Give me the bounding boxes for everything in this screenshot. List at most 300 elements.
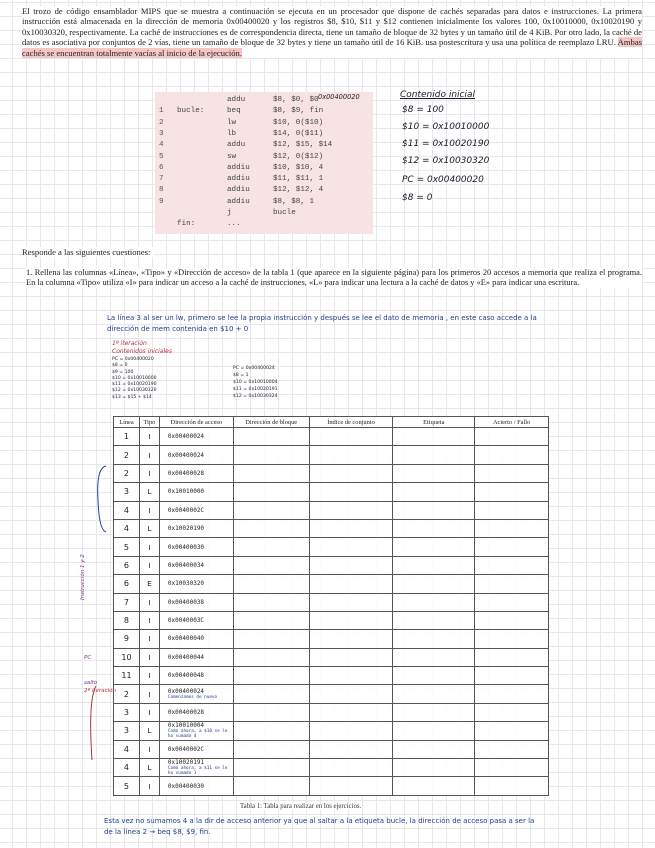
table-row (114, 538, 549, 556)
cell-linea-value: 1 (123, 432, 130, 442)
code-ins: addu (227, 96, 246, 104)
scratch-left-0: PC = 0x00400020 (112, 357, 154, 362)
code-line (155, 186, 373, 196)
cell-dir-acceso-value: 0x10010000 (167, 488, 205, 496)
cell-tipo-value: I (148, 671, 151, 681)
cell-linea (114, 630, 140, 648)
cell-acierto (475, 648, 549, 666)
table-row (114, 575, 549, 593)
cell-dir-bloque (233, 538, 309, 556)
cell-linea (114, 593, 140, 611)
cell-dir-acceso (159, 428, 233, 446)
cell-note: Como ahora, a $11 se le ha sumado 1 (167, 766, 228, 777)
cell-linea-value: 6 (123, 560, 130, 570)
scratch-left (112, 357, 157, 401)
cell-tipo (139, 740, 159, 758)
cell-linea-value: 7 (123, 597, 130, 607)
code-num: 7 (159, 175, 164, 184)
cell-tipo-value: I (148, 616, 151, 626)
initial-s8: $8 = 0 (402, 193, 433, 203)
cell-dir-acceso-value: 0x00400038 (167, 598, 205, 606)
scratch-left-5: $12 = 0x10030320 (112, 388, 157, 394)
code-ins: addiu (227, 197, 250, 206)
cell-dir-acceso (159, 630, 233, 648)
cell-tipo (139, 556, 159, 574)
cell-etiqueta (393, 667, 475, 685)
cell-etiqueta (393, 519, 475, 537)
cell-tipo (139, 501, 159, 519)
cell-tipo (139, 648, 159, 666)
cell-dir-acceso (159, 538, 233, 556)
scratch-left-2: $9 = 100 (112, 369, 134, 375)
cell-dir-acceso (159, 446, 233, 464)
cell-tipo-value: E (147, 579, 152, 589)
cell-dir-acceso-value: 0x00400030 (167, 782, 205, 790)
cell-dir-acceso-value: 0x00400028 (167, 709, 205, 717)
code-num: 8 (159, 186, 164, 195)
header-tipo: Tipo (139, 417, 159, 428)
cell-etiqueta (393, 446, 475, 464)
cell-tipo (139, 519, 159, 537)
code-ops: bucle (273, 209, 296, 217)
scratch-right (233, 365, 278, 400)
cell-tipo (139, 703, 159, 721)
table-row (114, 519, 549, 537)
scratch-right-3: $11 = 0x10020191 (233, 387, 278, 392)
table-row (114, 464, 549, 482)
cell-dir-acceso (159, 667, 233, 685)
cell-dir-acceso-value: 0x00400024 (167, 688, 205, 696)
cell-dir-acceso-value: 0x10030320 (167, 580, 205, 588)
intro-paragraph (22, 6, 642, 58)
cell-etiqueta (393, 648, 475, 666)
cell-etiqueta (393, 575, 475, 593)
cell-linea-value: 4 (123, 524, 130, 534)
cell-linea (114, 501, 140, 519)
cell-tipo-value: I (148, 597, 151, 607)
cell-tipo (139, 685, 159, 703)
cell-indice (309, 556, 393, 574)
cell-tipo-value: I (148, 542, 151, 552)
code-num: 2 (159, 118, 164, 127)
code-ops: $8, $0, $0 (273, 96, 319, 104)
cell-dir-acceso-value: 0x10020190 (167, 525, 205, 533)
table-row (114, 759, 549, 777)
cell-etiqueta (393, 538, 475, 556)
cell-dir-acceso-value: 0x00400024 (167, 451, 205, 459)
code-num: 1 (159, 107, 164, 116)
cell-dir-bloque (233, 428, 309, 446)
cell-dir-acceso-value: 0x0040002C (167, 506, 205, 514)
code-ops: $10, 0($10) (273, 118, 324, 127)
blue-note-bottom: Esta vez no sumamos 4 a la dir de acceso anterior ya que al saltar a la etiqueta bucle, la dirección de acceso pasa a ser la de la línea 2 → beq $8, $9, fin. (104, 817, 535, 836)
cell-tipo-value: I (148, 505, 151, 515)
cell-indice (309, 759, 393, 777)
cell-acierto (475, 575, 549, 593)
cell-linea (114, 483, 140, 501)
table-row (114, 740, 549, 758)
table-row (114, 722, 549, 740)
cell-tipo (139, 722, 159, 740)
cell-dir-bloque (233, 722, 309, 740)
intro-text: El trozo de código ensamblador MIPS que se muestra a continuación se ejecuta en un procesador que dispone de cachés separadas para datos e instrucciones. La primera instrucción está almacenada en la dirección de memoria 0x00400020 y los registros $8, $10, $11 y $12 contienen inicialmente los valores 100, 0x10010000, 0x10020190 y 0x10030320, respectivamente. La caché de instrucciones es de correspondencia directa, tiene un tamaño de bloque de 32 bytes y un tamaño útil de 4 KiB. Por otro lado, la caché de datos es asociativa por conjuntos de 2 vías, tiene un tamaño de bloque de 32 bytes y tiene un tamaño útil de 16 KiB. usa postescritura y usa una política de reemplazo LRU. (22, 6, 642, 48)
cell-indice (309, 703, 393, 721)
code-ops: $11, $11, 1 (273, 175, 324, 184)
side-note-pc: PC (84, 655, 92, 661)
cell-dir-acceso (159, 519, 233, 537)
cell-indice (309, 722, 393, 740)
table-row (114, 483, 549, 501)
initial-pc: PC = 0x00400020 (402, 175, 484, 185)
code-num: 3 (159, 129, 164, 138)
cell-acierto (475, 759, 549, 777)
cell-tipo (139, 759, 159, 777)
code-num: 5 (159, 152, 164, 161)
cell-tipo-value: L (147, 487, 152, 497)
cell-etiqueta (393, 428, 475, 446)
cell-dir-acceso-value: 0x00400040 (167, 635, 205, 643)
header-acierto: Acierto / Fallo (475, 417, 549, 428)
cell-tipo-value: I (148, 634, 151, 644)
cell-acierto (475, 446, 549, 464)
cell-linea-value: 4 (123, 744, 130, 754)
cell-acierto (475, 464, 549, 482)
table-row (114, 556, 549, 574)
header-indice: Índice de conjunto (309, 417, 393, 428)
cell-etiqueta (393, 630, 475, 648)
bracket-red (91, 686, 96, 760)
cell-linea-value: 2 (123, 450, 130, 460)
cell-tipo-value: I (148, 432, 151, 442)
cell-linea (114, 777, 140, 795)
cell-linea-value: 6 (123, 579, 130, 589)
cell-tipo (139, 464, 159, 482)
cell-etiqueta (393, 483, 475, 501)
cell-etiqueta (393, 759, 475, 777)
cell-indice (309, 519, 393, 537)
cell-acierto (475, 703, 549, 721)
cell-linea (114, 464, 140, 482)
code-ops: $8, $9, fin (273, 107, 324, 116)
cell-linea-value: 4 (123, 763, 130, 773)
cell-dir-acceso (159, 575, 233, 593)
cell-dir-acceso (159, 464, 233, 482)
cell-etiqueta (393, 464, 475, 482)
cell-dir-bloque (233, 611, 309, 629)
cell-dir-bloque (233, 519, 309, 537)
cell-linea-value: 5 (123, 781, 130, 791)
cell-indice (309, 428, 393, 446)
cell-dir-bloque (233, 777, 309, 795)
cell-linea-value: 10 (121, 652, 132, 662)
scratch-red-1: 1ª iteración (112, 340, 147, 347)
cell-indice (309, 630, 393, 648)
cell-tipo-value: L (147, 763, 152, 773)
cell-dir-acceso (159, 759, 233, 777)
cell-indice (309, 667, 393, 685)
code-ins: addiu (227, 163, 250, 172)
cell-acierto (475, 538, 549, 556)
cell-acierto (475, 593, 549, 611)
cell-etiqueta (393, 740, 475, 758)
cell-tipo-value: L (147, 726, 152, 736)
cell-etiqueta (393, 556, 475, 574)
cell-dir-acceso-value: 0x00400034 (167, 561, 205, 569)
code-line (155, 107, 373, 117)
cell-acierto (475, 501, 549, 519)
table-row (114, 446, 549, 464)
cell-tipo-value: I (148, 744, 151, 754)
cell-acierto (475, 740, 549, 758)
cell-linea-value: 11 (121, 671, 132, 681)
table-row (114, 611, 549, 629)
access-table (113, 416, 549, 796)
table-header-row (114, 417, 549, 428)
cell-linea-value: 2 (123, 468, 130, 478)
cell-dir-acceso (159, 722, 233, 740)
scratch-right-4: $12 = 0x10030324 (233, 394, 278, 399)
cell-dir-acceso-value: 0x00400028 (167, 469, 205, 477)
cell-dir-acceso-value: 0x00400030 (167, 543, 205, 551)
cell-dir-acceso (159, 648, 233, 666)
cell-dir-bloque (233, 703, 309, 721)
cell-tipo (139, 593, 159, 611)
cell-dir-acceso-value: 0x10010004 (167, 722, 205, 730)
code-ops: $12, $15, $14 (273, 141, 333, 150)
table-row (114, 667, 549, 685)
cell-dir-bloque (233, 446, 309, 464)
cell-linea-value: 8 (123, 616, 130, 626)
cell-tipo (139, 483, 159, 501)
header-dir-bloque: Dirección de bloque (233, 417, 309, 428)
table-row (114, 630, 549, 648)
cell-dir-acceso (159, 777, 233, 795)
cell-etiqueta (393, 777, 475, 795)
blue-note-top: La línea 3 al ser un lw, primero se lee la propia instrucción y después se lee el dato de memoria , en este caso accede a la dirección de mem contenida en $10 + 0 (107, 314, 537, 333)
code-label: bucle: (177, 107, 205, 116)
cell-dir-acceso-value: 0x10020191 (167, 759, 205, 767)
scratch-right-0: PC = 0x00400024 (233, 366, 275, 371)
cell-dir-bloque (233, 630, 309, 648)
code-ins: lb (227, 129, 237, 138)
cell-tipo-value: I (148, 450, 151, 460)
cell-indice (309, 501, 393, 519)
header-dir-acceso: Dirección de acceso (159, 417, 233, 428)
cell-etiqueta (393, 722, 475, 740)
side-note-salto: salto (84, 680, 98, 686)
cell-linea (114, 685, 140, 703)
table-row (114, 703, 549, 721)
code-line (155, 220, 373, 230)
code-line (155, 209, 373, 219)
cell-indice (309, 538, 393, 556)
cell-dir-bloque (233, 593, 309, 611)
scratch-right-2: $10 = 0x10010004 (233, 380, 278, 385)
cell-tipo-value: I (148, 468, 151, 478)
cell-linea-value: 3 (123, 708, 130, 718)
cell-acierto (475, 428, 549, 446)
cell-indice (309, 777, 393, 795)
cell-dir-bloque (233, 575, 309, 593)
table-row (114, 501, 549, 519)
scratch-left-6: $13 = $15 + $14 (112, 394, 152, 400)
code-line (155, 153, 373, 163)
cell-linea (114, 611, 140, 629)
cell-dir-bloque (233, 685, 309, 703)
cell-linea (114, 538, 140, 556)
cell-note: Como ahora, a $10 se le ha sumado 4 (167, 729, 228, 740)
cell-linea-value: 9 (123, 634, 130, 644)
cell-indice (309, 593, 393, 611)
header-etiqueta: Etiqueta (393, 417, 475, 428)
code-ins: ... (227, 220, 241, 229)
code-ops: $10, $10, 4 (273, 163, 324, 172)
cell-tipo-value: I (148, 689, 151, 699)
cell-dir-acceso (159, 593, 233, 611)
cell-etiqueta (393, 703, 475, 721)
cell-note: Comenzamos de nuevo (167, 695, 218, 701)
cell-indice (309, 464, 393, 482)
cell-acierto (475, 556, 549, 574)
cell-dir-bloque (233, 740, 309, 758)
cell-acierto (475, 777, 549, 795)
code-listing (155, 92, 373, 234)
scratch-left-3: $10 = 0x10010000 (112, 375, 157, 381)
cell-dir-bloque (233, 464, 309, 482)
table-row (114, 428, 549, 446)
code-label: fin: (177, 220, 196, 229)
cell-indice (309, 648, 393, 666)
cell-etiqueta (393, 685, 475, 703)
code-ins: beq (227, 107, 241, 116)
cell-linea-value: 5 (123, 542, 130, 552)
table-row (114, 648, 549, 666)
cell-tipo (139, 630, 159, 648)
cell-indice (309, 483, 393, 501)
cell-dir-acceso (159, 740, 233, 758)
cell-etiqueta (393, 611, 475, 629)
intro-highlight: Ambas cachés se encuentran totalmente vacías al inicio de la ejecución. (22, 37, 642, 58)
cell-linea-value: 3 (123, 487, 130, 497)
cell-dir-acceso-value: 0x0040002C (167, 745, 205, 753)
cell-tipo (139, 575, 159, 593)
cell-indice (309, 446, 393, 464)
cell-dir-bloque (233, 759, 309, 777)
cell-etiqueta (393, 593, 475, 611)
cell-dir-acceso-value: 0x00400048 (167, 672, 205, 680)
cell-linea (114, 575, 140, 593)
cell-acierto (475, 722, 549, 740)
cell-linea (114, 428, 140, 446)
question-1: 1. Rellena las columnas «Línea», «Tipo» y «Dirección de acceso» de la tabla 1 (que aparece en la siguiente página) para los primeros 20 accesos a memoria que realiza el programa. En la columna «Tipo» utiliza «I» para indicar un acceso a la caché de instrucciones, «L» para indicar una lectura a la caché de datos y «E» para indicar una escritura. (26, 268, 642, 288)
scratch-red-2: Contenidos iniciales (112, 348, 172, 355)
cell-linea (114, 759, 140, 777)
code-ins: j (227, 209, 232, 217)
cell-acierto (475, 667, 549, 685)
cell-dir-acceso-value: 0x00400044 (167, 653, 205, 661)
initial-line-2: $10 = 0x10010000 (402, 122, 490, 132)
cell-tipo-value: I (148, 708, 151, 718)
code-ops: $8, $8, 1 (273, 197, 315, 206)
cell-linea (114, 722, 140, 740)
code-ins: addiu (227, 186, 250, 195)
cell-tipo-value: I (148, 652, 151, 662)
cell-dir-bloque (233, 667, 309, 685)
side-note-second: 2ª iteración (84, 688, 116, 694)
code-ins: lw (227, 118, 237, 127)
cell-dir-bloque (233, 648, 309, 666)
cell-tipo (139, 538, 159, 556)
code-ins: addu (227, 141, 246, 150)
cell-linea-value: 3 (123, 726, 130, 736)
code-line (155, 119, 373, 129)
scratch-left-4: $11 = 0x10020190 (112, 382, 157, 388)
table-row (114, 593, 549, 611)
header-linea: Línea (114, 417, 140, 428)
cell-linea (114, 446, 140, 464)
cell-linea (114, 519, 140, 537)
cell-tipo-value: I (148, 560, 151, 570)
code-ops: $12, 0($12) (273, 152, 324, 161)
cell-tipo (139, 446, 159, 464)
cell-tipo-value: I (148, 781, 151, 791)
cell-indice (309, 685, 393, 703)
cell-dir-bloque (233, 556, 309, 574)
cell-linea (114, 648, 140, 666)
code-line (155, 130, 373, 140)
cell-dir-acceso (159, 685, 233, 703)
code-line (155, 141, 373, 151)
code-line (155, 164, 373, 174)
side-note-purple: Instrucción 1 y 2 (80, 554, 86, 600)
cell-indice (309, 740, 393, 758)
cell-dir-bloque (233, 483, 309, 501)
code-num: 6 (159, 163, 164, 172)
code-line (155, 198, 373, 208)
cell-tipo (139, 428, 159, 446)
cell-acierto (475, 483, 549, 501)
code-ops: $12, $12, 4 (273, 186, 324, 195)
pc-annotation: 0x00400020 (318, 93, 360, 101)
cell-dir-acceso-value: 0x0040003C (167, 617, 205, 625)
cell-tipo (139, 667, 159, 685)
cell-dir-bloque (233, 501, 309, 519)
cell-dir-acceso (159, 611, 233, 629)
cell-linea (114, 556, 140, 574)
cell-etiqueta (393, 501, 475, 519)
code-ops: $14, 0($11) (273, 129, 324, 138)
cell-linea (114, 703, 140, 721)
code-ins: addiu (227, 175, 250, 184)
cell-tipo (139, 777, 159, 795)
cell-acierto (475, 685, 549, 703)
questions-title: Responde a las siguientes cuestiones: (22, 247, 154, 257)
bracket-1 (98, 466, 106, 532)
cell-acierto (475, 630, 549, 648)
code-num: 4 (159, 141, 164, 150)
cell-indice (309, 575, 393, 593)
code-line (155, 175, 373, 185)
cell-dir-acceso (159, 556, 233, 574)
cell-tipo (139, 611, 159, 629)
code-ins: sw (227, 152, 237, 161)
cell-indice (309, 611, 393, 629)
cell-dir-acceso (159, 501, 233, 519)
cell-dir-acceso (159, 703, 233, 721)
scratch-right-1: $8 = 1 (233, 373, 249, 378)
cell-linea (114, 667, 140, 685)
cell-acierto (475, 519, 549, 537)
